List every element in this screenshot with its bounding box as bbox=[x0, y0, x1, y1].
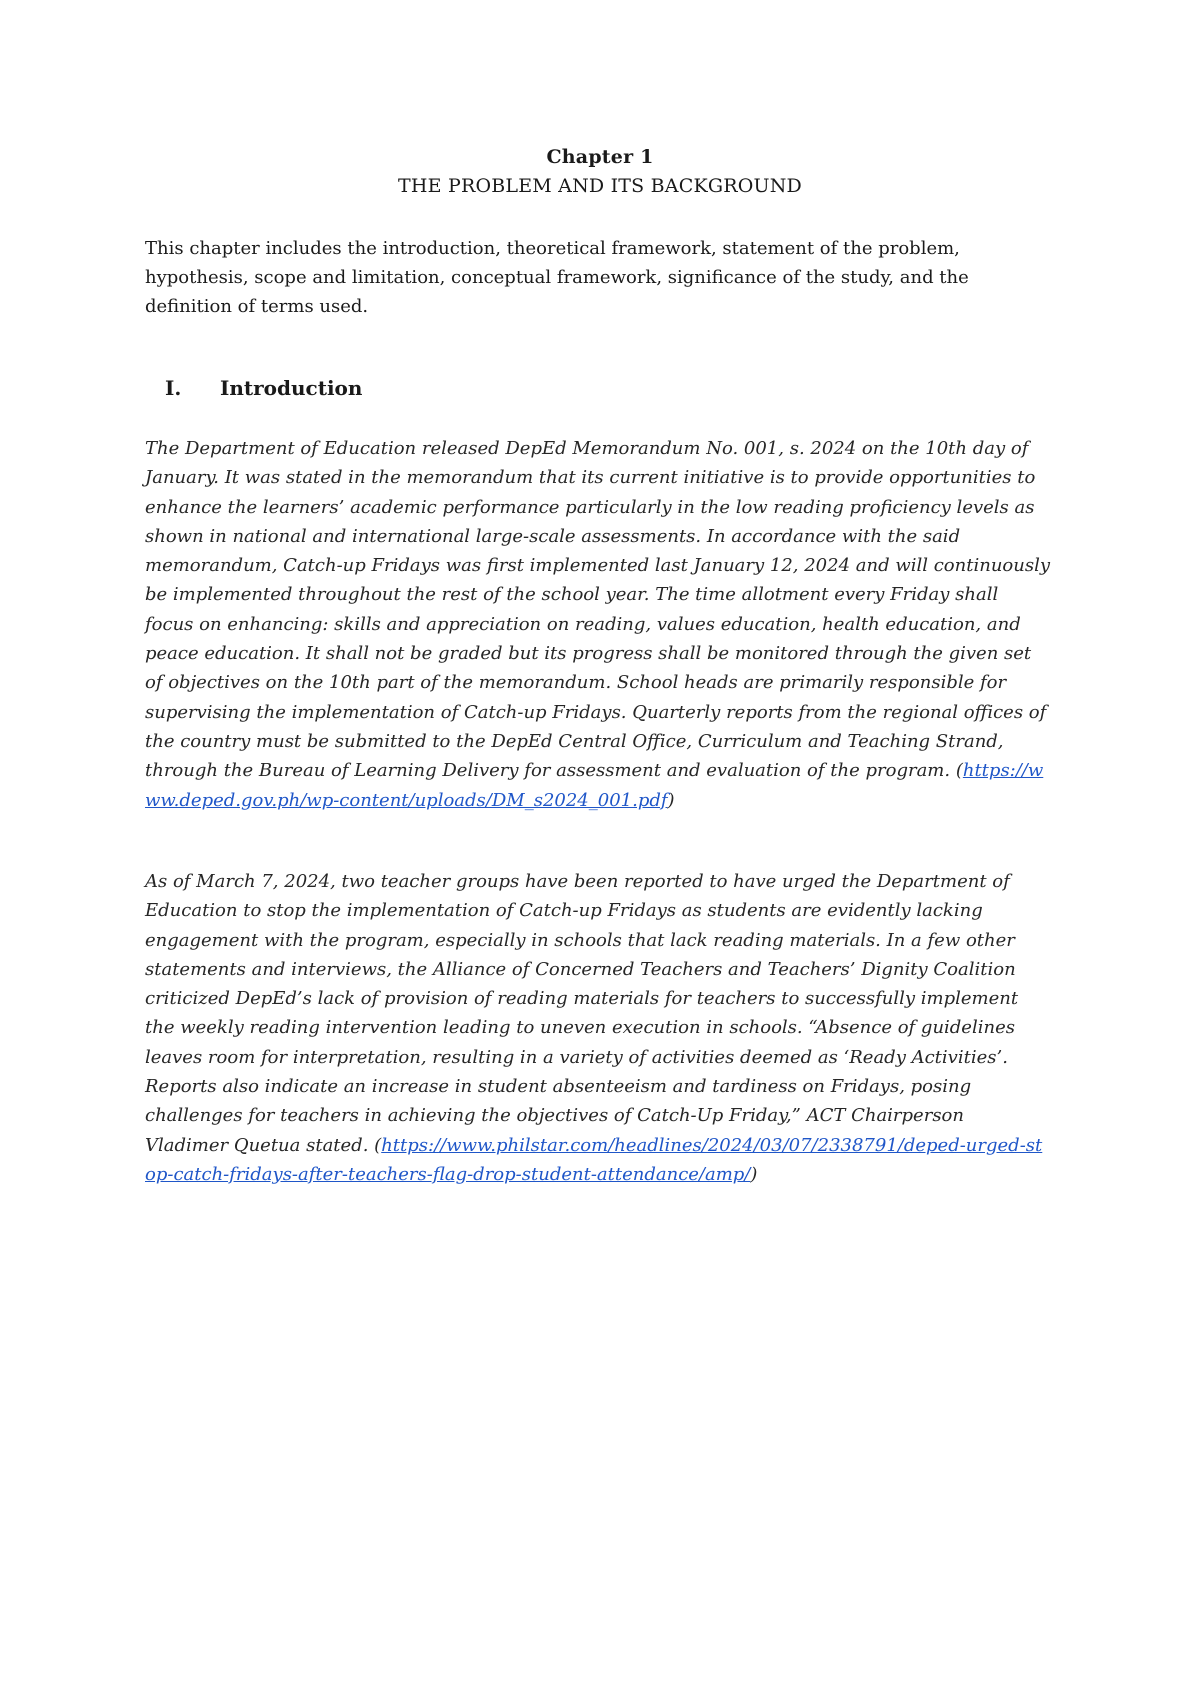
paragraph-1-close-paren: ) bbox=[667, 789, 675, 811]
chapter-intro-paragraph: This chapter includes the introduction, theoretical framework, statement of the problem, hypothesis, scope and limitation, conceptual framework, significance of the study, and the definition of terms used. bbox=[145, 238, 969, 317]
paragraph-2-open-paren: ( bbox=[374, 1134, 382, 1156]
section-number: I. bbox=[165, 376, 182, 400]
introduction-paragraph-1 bbox=[145, 434, 1050, 815]
chapter-label: Chapter 1 bbox=[546, 146, 654, 168]
chapter-title: THE PROBLEM AND ITS BACKGROUND bbox=[398, 175, 802, 197]
section-title: Introduction bbox=[220, 376, 363, 400]
paragraph-2-close-paren: ) bbox=[750, 1163, 758, 1185]
philstar-article-link[interactable]: https://www.philstar.com/headlines/2024/03/07/2338791/deped-urged-stop-catch-fridays-after-teachers-flag-drop-student-attendance/amp/ bbox=[145, 1134, 1043, 1185]
paragraph-1-open-paren: ( bbox=[955, 760, 963, 782]
paragraph-1-text: The Department of Education released DepEd Memorandum No. 001, s. 2024 on the 10th day of January. It was stated in the memorandum that its current initiative is to provide opportunities to enhance the learners’ academic performance particularly in the low reading proficiency levels as shown in national and international large-scale assessments. In accordance with the said memorandum, Catch-up Fridays was first implemented last January 12, 2024 and will continuously be implemented throughout the rest of the school year. The time allotment every Friday shall focus on enhancing: skills and appreciation on reading, values education, health education, and peace education. It shall not be graded but its progress shall be monitored through the given set of objectives on the 10th part of the memorandum. School heads are primarily responsible for supervising the implementation of Catch-up Fridays. Quarterly reports from the regional offices of the country must be submitted to the DepEd Central Office, Curriculum and Teaching Strand, through the Bureau of Learning Delivery for assessment and evaluation of the program. bbox=[145, 438, 1051, 782]
deped-memo-link[interactable]: https://www.deped.gov.ph/wp-content/uploads/DM_s2024_001.pdf bbox=[145, 760, 1044, 811]
section-heading-introduction bbox=[165, 376, 362, 400]
paragraph-2-text: As of March 7, 2024, two teacher groups have been reported to have urged the Department of Education to stop the implementation of Catch-up Fridays as students are evidently lacking engagement with the program, especially in schools that lack reading materials. In a few other statements and interviews, the Alliance of Concerned Teachers and Teachers’ Dignity Coalition criticized DepEd’s lack of provision of reading materials for teachers to successfully implement the weekly reading intervention leading to uneven execution in schools. “Absence of guidelines leaves room for interpretation, resulting in a variety of activities deemed as ‘Ready Activities’. Reports also indicate an increase in student absenteeism and tardiness on Fridays, posing challenges for teachers in achieving the objectives of Catch-Up Friday,” ACT Chairperson Vladimer Quetua stated. bbox=[145, 871, 1019, 1156]
introduction-paragraph-2 bbox=[145, 867, 1050, 1189]
